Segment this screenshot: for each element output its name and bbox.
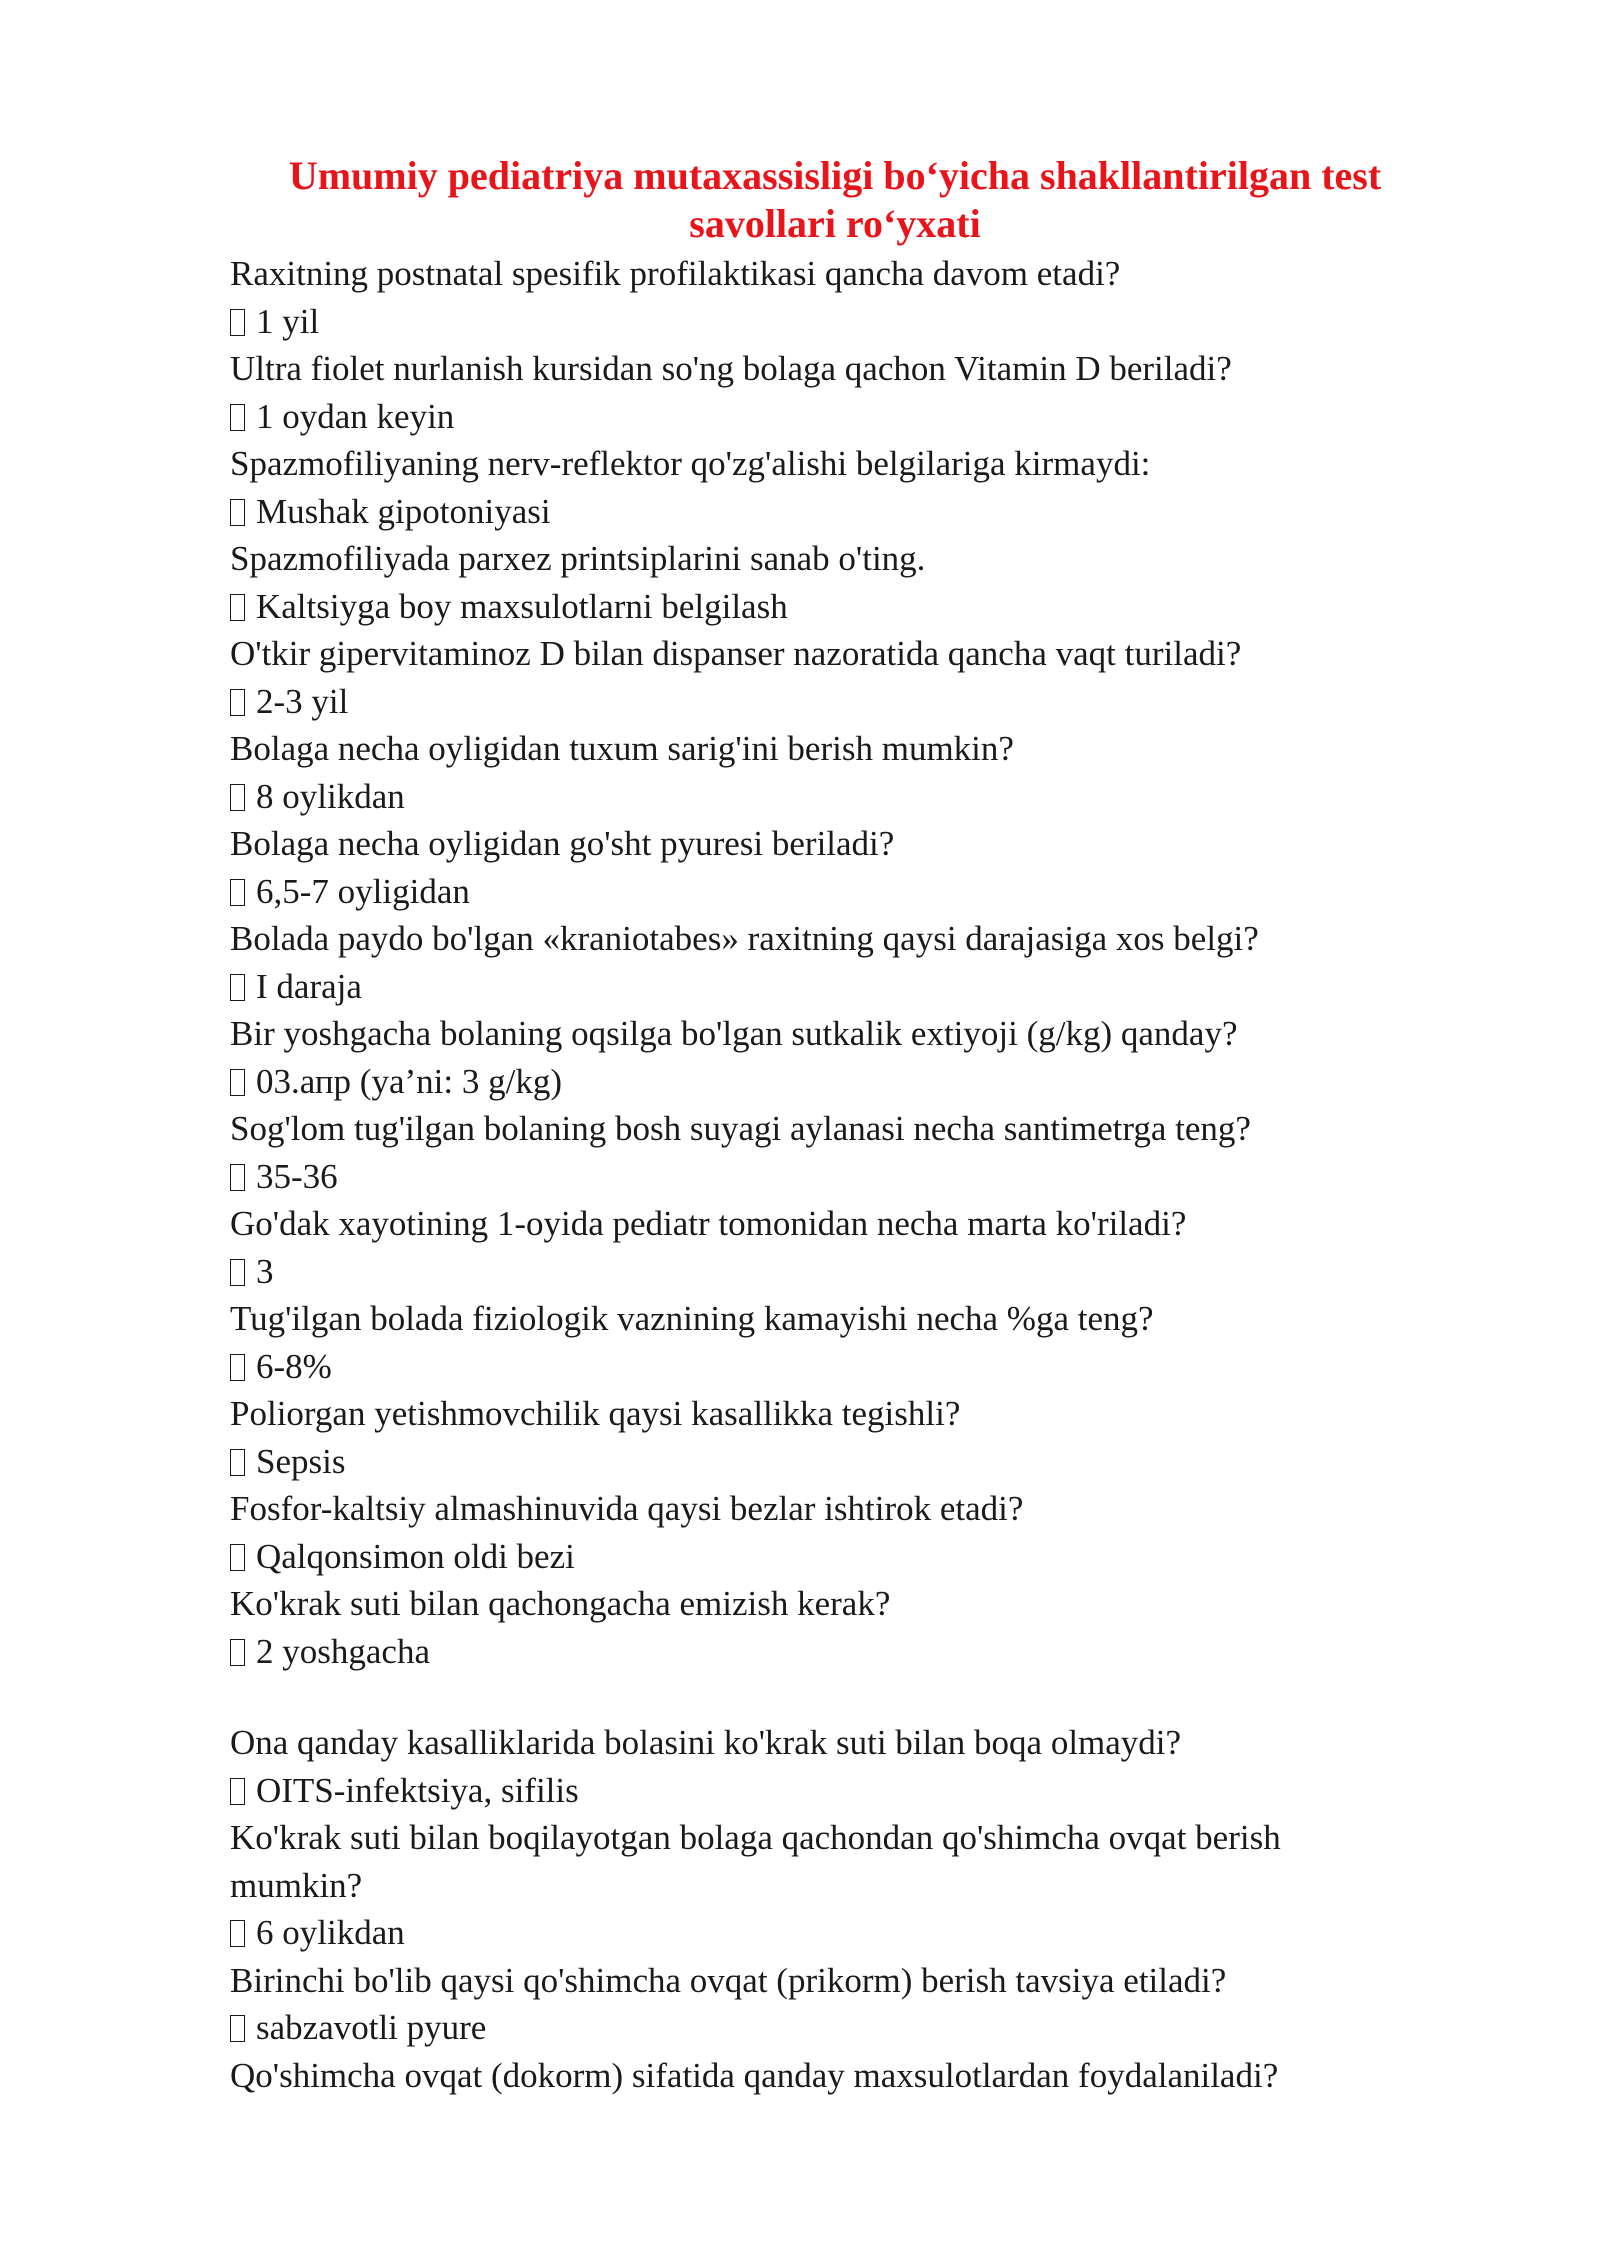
answer-line [230,773,1400,821]
missing-glyph-box-icon [230,2015,245,2042]
list-item [230,1200,1400,1295]
answer-text: Mushak gipotoniyasi [256,491,551,531]
answer-line [230,2004,1400,2052]
answer-line [230,1767,1400,1815]
answer-text: sabzavotli pyure [256,2008,487,2047]
question-text: Qo'shimcha ovqat (dokorm) sifatida qanday maxsulotlardan foydalaniladi? [230,2055,1279,2095]
missing-glyph-box-icon [230,499,245,526]
missing-glyph-box-icon [230,1354,245,1381]
answer-line [230,1058,1400,1106]
question-text: Ko'krak suti bilan qachongacha emizish kerak? [230,1584,891,1623]
list-item [230,630,1400,725]
answer-text: 2-3 yil [256,681,349,721]
answer-line [230,1628,1400,1676]
list-item [230,820,1400,915]
question-text: O'tkir gipervitaminoz D bilan dispanser nazoratida qancha vaqt turiladi? [230,634,1242,673]
list-item [230,1105,1400,1200]
answer-text: 6,5-7 oyligidan [256,871,470,911]
answer-line [230,963,1400,1011]
missing-glyph-box-icon [230,594,245,621]
missing-glyph-box-icon [230,1449,245,1476]
question-text: Sog'lom tug'ilgan bolaning bosh suyagi aylanasi necha santimetrga teng? [230,1109,1251,1148]
list-item [230,1390,1400,1485]
list-item [230,1957,1400,2052]
answer-text: 6-8% [256,1346,332,1386]
answer-line [230,1438,1400,1486]
answer-text: I daraja [256,966,362,1006]
list-item [230,1719,1400,1814]
list-item [230,345,1400,440]
question-text: Ultra fiolet nurlanish kursidan so'ng bolaga qachon Vitamin D beriladi? [230,349,1232,388]
missing-glyph-box-icon [230,1544,245,1571]
answer-text: 2 yoshgacha [256,1631,430,1671]
answer-text: 03.апр (ya’ni: 3 g/kg) [256,1061,562,1101]
missing-glyph-box-icon [230,1259,245,1286]
question-text: Bolada paydo bo'lgan «kraniotabes» raxitning qaysi darajasiga xos belgi? [230,919,1259,958]
answer-text: 1 oydan keyin [256,396,455,436]
answer-text: 6 oylikdan [256,1913,405,1952]
question-list [230,250,1400,2099]
answer-line [230,678,1400,726]
list-item [230,915,1400,1010]
list-item [230,535,1400,630]
missing-glyph-box-icon [230,309,245,336]
answer-text: Qalqonsimon oldi bezi [256,1536,575,1576]
list-item [230,1295,1400,1390]
question-text: Bolaga necha oyligidan go'sht pyuresi beriladi? [230,824,895,863]
list-item [230,250,1400,345]
question-text: Fosfor-kaltsiy almashinuvida qaysi bezlar ishtirok etadi? [230,1489,1024,1528]
answer-line [230,1909,1400,1957]
answer-line [230,298,1400,346]
list-item [230,2052,1400,2100]
answer-line [230,1153,1400,1201]
answer-line [230,583,1400,631]
question-text: Bolaga necha oyligidan tuxum sarig'ini berish mumkin? [230,729,1014,768]
list-item [230,440,1400,535]
document-title: Umumiy pediatriya mutaxassisligi bo‘yicha shakllantirilgan test savollari ro‘yxati [288,153,1382,246]
list-item [230,725,1400,820]
missing-glyph-box-icon [230,404,245,431]
missing-glyph-box-icon [230,1639,245,1666]
question-text: Spazmofiliyada parxez printsiplarini sanab o'ting. [230,539,926,578]
answer-text: 3 [256,1251,274,1291]
missing-glyph-box-icon [230,879,245,906]
missing-glyph-box-icon [230,689,245,716]
answer-text: 35-36 [256,1156,338,1196]
missing-glyph-box-icon [230,1920,245,1947]
missing-glyph-box-icon [230,1164,245,1191]
answer-line [230,1343,1400,1391]
question-text: Birinchi bo'lib qaysi qo'shimcha ovqat (prikorm) berish tavsiya etiladi? [230,1960,1227,2000]
question-text: Spazmofiliyaning nerv-reflektor qo'zg'alishi belgilariga kirmaydi: [230,444,1151,483]
question-text: Ona qanday kasalliklarida bolasini ko'krak suti bilan boqa olmaydi? [230,1723,1182,1762]
list-item [230,1580,1400,1675]
answer-line [230,868,1400,916]
question-text: Poliorgan yetishmovchilik qaysi kasallikka tegishli? [230,1394,961,1433]
list-item [230,1814,1400,1957]
question-text: Raxitning postnatal spesifik profilaktikasi qancha davom etadi? [230,254,1121,293]
answer-line [230,1248,1400,1296]
list-item [230,1010,1400,1105]
missing-glyph-box-icon [230,784,245,811]
answer-text: 8 oylikdan [256,776,405,816]
paragraph-gap [230,1675,1400,1719]
answer-line [230,488,1400,536]
answer-line [230,393,1400,441]
missing-glyph-box-icon [230,1778,245,1805]
question-text: Tug'ilgan bolada fiziologik vaznining kamayishi necha %ga teng? [230,1299,1154,1338]
question-text: Bir yoshgacha bolaning oqsilga bo'lgan sutkalik extiyoji (g/kg) qanday? [230,1014,1238,1053]
answer-line [230,1533,1400,1581]
answer-text: OITS-infektsiya, sifilis [256,1770,579,1810]
missing-glyph-box-icon [230,1069,245,1096]
question-text: Ko'krak suti bilan boqilayotgan bolaga qachondan qo'shimcha ovqat berish mumkin? [230,1818,1281,1905]
answer-text: Sepsis [256,1441,346,1481]
question-text: Go'dak xayotining 1-oyida pediatr tomonidan necha marta ko'riladi? [230,1204,1187,1243]
list-item [230,1485,1400,1580]
answer-text: 1 yil [256,301,320,341]
missing-glyph-box-icon [230,974,245,1001]
answer-text: Kaltsiyga boy maxsulotlarni belgilash [256,586,788,626]
